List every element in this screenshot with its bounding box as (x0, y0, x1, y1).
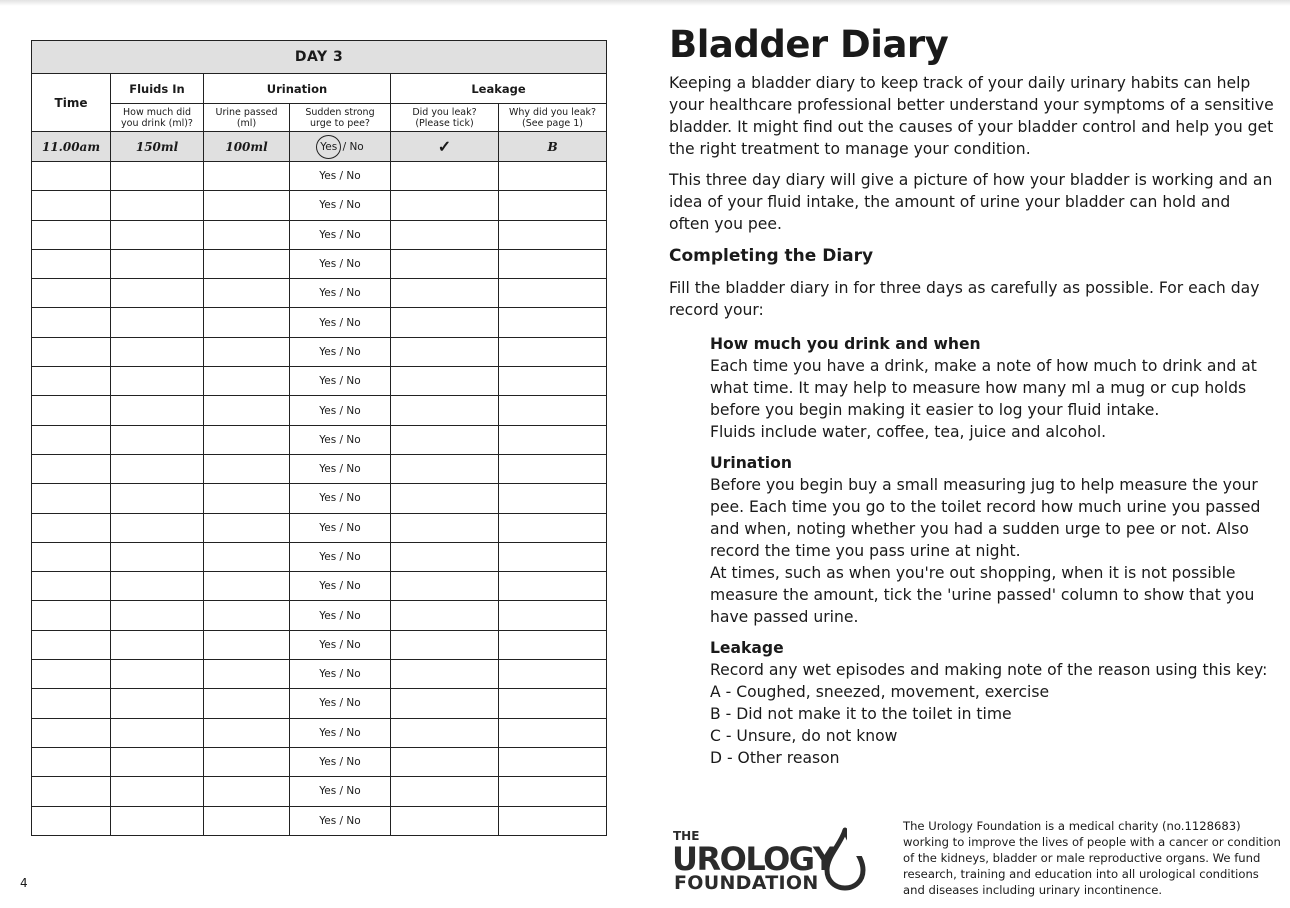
table-row (32, 220, 607, 249)
why-cell[interactable] (499, 162, 607, 191)
tick-icon: ✓ (437, 137, 452, 156)
leak-cell[interactable] (391, 367, 499, 396)
why-cell[interactable] (499, 249, 607, 278)
time-cell[interactable] (32, 542, 111, 571)
why-cell[interactable] (499, 484, 607, 513)
table-row (32, 367, 607, 396)
leak-cell[interactable] (391, 572, 499, 601)
leak-cell[interactable] (391, 337, 499, 366)
urge-cell[interactable]: Yes / No (290, 660, 391, 689)
top-shadow (0, 0, 1290, 6)
leak-subheader (391, 104, 499, 132)
table-row (32, 689, 607, 718)
drink-cell[interactable] (111, 572, 204, 601)
passed-cell[interactable] (204, 279, 290, 308)
passed-cell[interactable] (204, 572, 290, 601)
section-paragraph: Fill the bladder diary in for three days as carefully as possible. For each day record your: (669, 279, 1260, 319)
key-b: B - Did not make it to the toilet in time (710, 705, 1012, 723)
table-row (32, 484, 607, 513)
urge-cell[interactable]: Yes / No (290, 542, 391, 571)
urge-cell[interactable]: Yes / No (290, 777, 391, 806)
passed-subheader-line2: (ml) (236, 117, 257, 129)
logo-the: THE (673, 829, 700, 843)
time-cell[interactable] (32, 220, 111, 249)
why-cell[interactable] (499, 337, 607, 366)
table-row (32, 601, 607, 630)
table-row (32, 191, 607, 220)
day-heading: DAY 3 (32, 41, 607, 74)
table-row (32, 162, 607, 191)
why-cell[interactable] (499, 396, 607, 425)
time-cell[interactable] (32, 249, 111, 278)
why-subheader-line2: (See page 1) (522, 117, 583, 129)
table-row (32, 572, 607, 601)
leak-cell[interactable] (391, 777, 499, 806)
table-row (32, 337, 607, 366)
urge-cell[interactable]: Yes / No (290, 806, 391, 835)
urge-cell[interactable]: Yes / No (290, 689, 391, 718)
passed-cell[interactable] (204, 484, 290, 513)
table-row (32, 425, 607, 454)
table-row (32, 806, 607, 835)
logo-urology: UROLOGY (672, 840, 835, 878)
passed-cell[interactable] (204, 513, 290, 542)
why-cell[interactable] (499, 513, 607, 542)
leakage-heading: Leakage (710, 639, 784, 657)
time-cell[interactable] (32, 601, 111, 630)
drink-text-2: Fluids include water, coffee, tea, juice and alcohol. (710, 423, 1107, 441)
passed-cell[interactable] (204, 689, 290, 718)
drink-cell[interactable] (111, 777, 204, 806)
drink-cell[interactable] (111, 806, 204, 835)
table-row (32, 396, 607, 425)
logo-foundation: FOUNDATION (674, 872, 819, 894)
example-leak (391, 132, 499, 162)
example-passed: 100ml (204, 132, 290, 162)
drink-cell[interactable] (111, 630, 204, 659)
time-cell[interactable] (32, 279, 111, 308)
table-row (32, 513, 607, 542)
urge-cell[interactable]: Yes / No (290, 220, 391, 249)
leak-subheader-line1: Did you leak? (412, 106, 477, 118)
leak-cell[interactable] (391, 601, 499, 630)
why-cell[interactable] (499, 542, 607, 571)
example-drink: 150ml (111, 132, 204, 162)
drink-cell[interactable] (111, 367, 204, 396)
drink-cell[interactable] (111, 308, 204, 337)
drink-subheader-line2: you drink (ml)? (121, 117, 193, 129)
fluids-in-header: Fluids In (111, 74, 204, 104)
passed-cell[interactable] (204, 367, 290, 396)
time-cell[interactable] (32, 367, 111, 396)
drink-cell[interactable] (111, 601, 204, 630)
table-row (32, 542, 607, 571)
urge-cell[interactable]: Yes / No (290, 425, 391, 454)
time-cell[interactable] (32, 337, 111, 366)
leak-cell[interactable] (391, 484, 499, 513)
drink-cell[interactable] (111, 279, 204, 308)
time-cell[interactable] (32, 191, 111, 220)
drink-cell[interactable] (111, 220, 204, 249)
passed-subheader (204, 104, 290, 132)
urge-cell[interactable]: Yes / No (290, 630, 391, 659)
leak-cell[interactable] (391, 513, 499, 542)
why-cell[interactable] (499, 747, 607, 776)
leak-cell[interactable] (391, 162, 499, 191)
why-cell[interactable] (499, 689, 607, 718)
article (669, 22, 1274, 769)
urge-cell[interactable]: Yes / No (290, 337, 391, 366)
why-cell[interactable] (499, 220, 607, 249)
table-row (32, 718, 607, 747)
urge-cell[interactable]: Yes / No (290, 484, 391, 513)
urge-cell[interactable]: Yes / No (290, 249, 391, 278)
time-cell[interactable] (32, 396, 111, 425)
passed-cell[interactable] (204, 806, 290, 835)
passed-cell[interactable] (204, 660, 290, 689)
time-cell[interactable] (32, 747, 111, 776)
passed-cell[interactable] (204, 191, 290, 220)
leak-cell[interactable] (391, 542, 499, 571)
passed-cell[interactable] (204, 308, 290, 337)
example-urge (290, 132, 391, 162)
drink-cell[interactable] (111, 747, 204, 776)
urge-subheader-line1: Sudden strong (305, 106, 375, 118)
table-row (32, 630, 607, 659)
urge-cell[interactable]: Yes / No (290, 454, 391, 483)
leak-cell[interactable] (391, 308, 499, 337)
passed-cell[interactable] (204, 337, 290, 366)
table-row (32, 747, 607, 776)
leak-cell[interactable] (391, 747, 499, 776)
why-cell[interactable] (499, 572, 607, 601)
why-cell[interactable] (499, 191, 607, 220)
time-cell[interactable] (32, 513, 111, 542)
drink-heading: How much you drink and when (710, 335, 981, 353)
time-cell[interactable] (32, 777, 111, 806)
urge-cell[interactable]: Yes / No (290, 162, 391, 191)
drink-cell[interactable] (111, 191, 204, 220)
why-cell[interactable] (499, 367, 607, 396)
time-cell[interactable] (32, 162, 111, 191)
why-cell[interactable] (499, 630, 607, 659)
urination-heading: Urination (710, 454, 792, 472)
urology-foundation-logo (673, 826, 873, 896)
table-row (32, 279, 607, 308)
urination-header: Urination (204, 74, 391, 104)
leak-cell[interactable] (391, 396, 499, 425)
urge-cell[interactable]: Yes / No (290, 513, 391, 542)
passed-cell[interactable] (204, 718, 290, 747)
time-cell[interactable] (32, 689, 111, 718)
intro-paragraph-2: This three day diary will give a picture of how your bladder is working and an idea of your fluid intake, the amount of urine your bladder can hold and often you pee. (669, 171, 1273, 233)
example-why: B (499, 132, 607, 162)
urge-cell[interactable]: Yes / No (290, 367, 391, 396)
urge-cell[interactable]: Yes / No (290, 279, 391, 308)
drink-subheader-line1: How much did (123, 106, 191, 118)
drink-cell[interactable] (111, 249, 204, 278)
time-cell[interactable] (32, 718, 111, 747)
urge-cell[interactable]: Yes / No (290, 747, 391, 776)
drink-cell[interactable] (111, 513, 204, 542)
urge-cell[interactable]: Yes / No (290, 718, 391, 747)
page-title: Bladder Diary (669, 23, 949, 66)
drink-cell[interactable] (111, 660, 204, 689)
drink-cell[interactable] (111, 689, 204, 718)
urge-cell[interactable]: Yes / No (290, 572, 391, 601)
time-cell[interactable] (32, 425, 111, 454)
intro-paragraph-1: Keeping a bladder diary to keep track of your daily urinary habits can help your healthcare professional better understand your symptoms of a sensitive bladder. It might find out the causes of your bladder control and help you get the right treatment to manage your condition. (669, 74, 1274, 158)
circled-yes: Yes (316, 135, 341, 159)
drink-cell[interactable] (111, 337, 204, 366)
leakage-header: Leakage (391, 74, 607, 104)
leak-cell[interactable] (391, 249, 499, 278)
example-row (32, 132, 607, 162)
table-row (32, 308, 607, 337)
passed-cell[interactable] (204, 630, 290, 659)
droplet-icon (821, 826, 869, 892)
why-cell[interactable] (499, 425, 607, 454)
time-cell[interactable] (32, 630, 111, 659)
leak-subheader-line2: (Please tick) (415, 117, 474, 129)
drink-subheader (111, 104, 204, 132)
passed-cell[interactable] (204, 454, 290, 483)
time-cell[interactable] (32, 308, 111, 337)
leak-cell[interactable] (391, 689, 499, 718)
example-no: / No (342, 140, 364, 153)
leak-cell[interactable] (391, 191, 499, 220)
charity-statement: The Urology Foundation is a medical charity (no.1128683) working to improve the lives of people with a cancer or condition of the kidneys, bladder or male reproductive organs. We fund research, training and education into all urological conditions and diseases including urinary incontinence. (903, 819, 1281, 897)
urination-text-2: At times, such as when you're out shopping, when it is not possible measure the amount, tick the 'urine passed' column to show that you have passed urine. (710, 564, 1255, 626)
drink-cell[interactable] (111, 542, 204, 571)
page-number: 4 (20, 876, 28, 890)
leak-cell[interactable] (391, 806, 499, 835)
leak-cell[interactable] (391, 454, 499, 483)
example-time: 11.00am (32, 132, 111, 162)
why-cell[interactable] (499, 454, 607, 483)
blank-rows (32, 162, 607, 836)
why-cell[interactable] (499, 806, 607, 835)
table-row (32, 660, 607, 689)
leak-cell[interactable] (391, 220, 499, 249)
passed-cell[interactable] (204, 162, 290, 191)
instructions (710, 333, 1274, 769)
drink-cell[interactable] (111, 718, 204, 747)
why-cell[interactable] (499, 777, 607, 806)
urge-cell[interactable]: Yes / No (290, 308, 391, 337)
drink-cell[interactable] (111, 396, 204, 425)
passed-cell[interactable] (204, 220, 290, 249)
drink-cell[interactable] (111, 484, 204, 513)
time-cell[interactable] (32, 484, 111, 513)
passed-cell[interactable] (204, 396, 290, 425)
urge-subheader-line2: urge to pee? (310, 117, 370, 129)
drink-cell[interactable] (111, 162, 204, 191)
drink-cell[interactable] (111, 425, 204, 454)
urge-cell[interactable]: Yes / No (290, 191, 391, 220)
passed-subheader-line1: Urine passed (215, 106, 278, 118)
urge-cell[interactable]: Yes / No (290, 601, 391, 630)
table-row (32, 777, 607, 806)
key-c: C - Unsure, do not know (710, 727, 898, 745)
drink-cell[interactable] (111, 454, 204, 483)
why-cell[interactable] (499, 601, 607, 630)
leak-cell[interactable] (391, 718, 499, 747)
why-cell[interactable] (499, 718, 607, 747)
passed-cell[interactable] (204, 601, 290, 630)
key-a: A - Coughed, sneezed, movement, exercise (710, 683, 1050, 701)
time-header: Time (32, 74, 111, 132)
time-cell[interactable] (32, 572, 111, 601)
time-cell[interactable] (32, 806, 111, 835)
leak-cell[interactable] (391, 660, 499, 689)
urge-subheader (290, 104, 391, 132)
why-subheader-line1: Why did you leak? (508, 106, 597, 118)
leak-cell[interactable] (391, 630, 499, 659)
time-cell[interactable] (32, 660, 111, 689)
table-row (32, 454, 607, 483)
table-row (32, 249, 607, 278)
passed-cell[interactable] (204, 425, 290, 454)
why-cell[interactable] (499, 660, 607, 689)
leak-cell[interactable] (391, 425, 499, 454)
section-heading: Completing the Diary (669, 246, 874, 266)
passed-cell[interactable] (204, 747, 290, 776)
urination-text: Before you begin buy a small measuring jug to help measure the your pee. Each time you go to the toilet record how much urine you passed and when, noting whether you had a sudden urge to pee or not. Also record the time you pass urine at night. (710, 476, 1261, 560)
leak-cell[interactable] (391, 279, 499, 308)
key-d: D - Other reason (710, 749, 840, 767)
urge-cell[interactable]: Yes / No (290, 396, 391, 425)
passed-cell[interactable] (204, 542, 290, 571)
drink-text: Each time you have a drink, make a note of how much to drink and at what time. It may help to measure how many ml a mug or cup holds before you begin making it easier to log your fluid intake. (710, 357, 1257, 419)
leakage-text: Record any wet episodes and making note of the reason using this key: (710, 661, 1268, 679)
bladder-diary-table (31, 40, 606, 836)
why-cell[interactable] (499, 308, 607, 337)
why-cell[interactable] (499, 279, 607, 308)
time-cell[interactable] (32, 454, 111, 483)
passed-cell[interactable] (204, 777, 290, 806)
why-subheader (499, 104, 607, 132)
passed-cell[interactable] (204, 249, 290, 278)
